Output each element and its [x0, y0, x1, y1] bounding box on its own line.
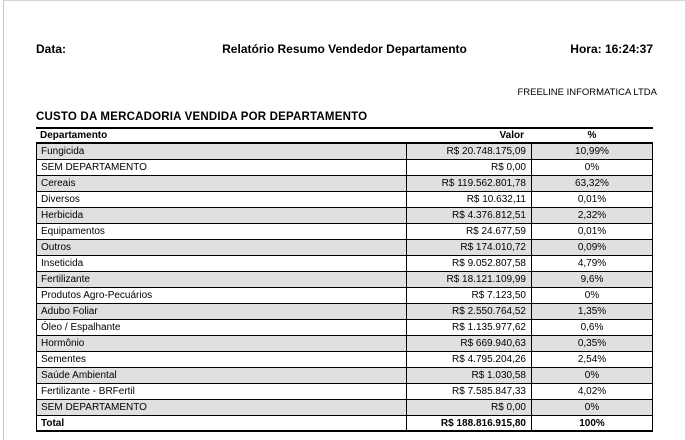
report-title: Relatório Resumo Vendedor Departamento	[222, 42, 467, 56]
table-total-row	[36, 416, 653, 432]
cell-valor: R$ 7.585.847,33	[407, 384, 532, 399]
cell-valor: R$ 1.030,58	[407, 368, 532, 383]
table-row	[36, 336, 653, 352]
cell-valor: R$ 10.632,11	[407, 192, 532, 207]
cell-percent: 0%	[584, 402, 600, 413]
cell-valor: R$ 9.052.807,58	[407, 256, 532, 271]
cell-departamento: Fertilizante	[37, 272, 407, 287]
cell-departamento: Inseticida	[37, 256, 407, 271]
table-body	[36, 144, 653, 432]
column-header-departamento: Departamento	[40, 130, 108, 141]
cell-valor: R$ 119.562.801,78	[407, 176, 532, 191]
cell-percent: 2,54%	[577, 354, 607, 365]
cell-departamento: Adubo Foliar	[37, 304, 407, 319]
cell-departamento: Sementes	[37, 352, 407, 367]
table-row	[36, 384, 653, 400]
cell-departamento: Outros	[37, 240, 407, 255]
cell-percent: 100%	[579, 417, 605, 429]
cell-departamento: Fungicida	[37, 144, 407, 159]
table-row	[36, 224, 653, 240]
cell-valor: R$ 7.123,50	[407, 288, 532, 303]
cell-valor: R$ 20.748.175,09	[407, 144, 532, 159]
cell-departamento: Hormônio	[37, 336, 407, 351]
cell-valor: R$ 174.010,72	[407, 240, 532, 255]
company-name: FREELINE INFORMATICA LTDA	[517, 87, 657, 98]
table-row	[36, 208, 653, 224]
cell-departamento: SEM DEPARTAMENTO	[37, 160, 407, 175]
table-row	[36, 240, 653, 256]
department-cost-table	[36, 127, 653, 432]
page-left-edge	[3, 0, 4, 440]
cell-departamento: Fertilizante - BRFertil	[37, 384, 407, 399]
page-top-edge	[3, 0, 685, 1]
cell-percent: 10,99%	[575, 146, 609, 157]
cell-percent: 2,32%	[577, 210, 607, 221]
cell-departamento: Diversos	[37, 192, 407, 207]
table-row	[36, 400, 653, 416]
cell-percent: 0%	[584, 162, 600, 173]
table-row	[36, 304, 653, 320]
cell-valor: R$ 1.135.977,62	[407, 320, 532, 335]
cell-percent: 9,6%	[580, 274, 604, 285]
cell-percent: 0,01%	[577, 194, 607, 205]
cell-valor: R$ 188.816.915,80	[407, 416, 532, 430]
table-row	[36, 144, 653, 160]
table-row	[36, 176, 653, 192]
column-header-percent: %	[587, 130, 597, 141]
section-title: CUSTO DA MERCADORIA VENDIDA POR DEPARTAMENTO	[36, 111, 368, 123]
cell-valor: R$ 2.550.764,52	[407, 304, 532, 319]
table-header-row	[36, 127, 653, 144]
cell-departamento: Saúde Ambiental	[37, 368, 407, 383]
cell-percent: 0%	[584, 370, 600, 381]
cell-departamento: Herbicida	[37, 208, 407, 223]
table-row	[36, 272, 653, 288]
table-row	[36, 160, 653, 176]
report-time-label: Hora: 16:24:37	[570, 42, 653, 56]
cell-valor: R$ 0,00	[407, 400, 532, 415]
cell-valor: R$ 18.121.109,99	[407, 272, 532, 287]
table-row	[36, 192, 653, 208]
table-row	[36, 320, 653, 336]
table-row	[36, 256, 653, 272]
cell-percent: 4,79%	[577, 258, 607, 269]
cell-percent: 1,35%	[577, 306, 607, 317]
cell-percent: 0%	[584, 290, 600, 301]
cell-valor: R$ 0,00	[407, 160, 532, 175]
cell-valor: R$ 24.677,59	[407, 224, 532, 239]
cell-percent: 0,6%	[580, 322, 604, 333]
cell-departamento: Produtos Agro-Pecuários	[37, 288, 407, 303]
cell-percent: 0,35%	[577, 338, 607, 349]
cell-departamento: Óleo / Espalhante	[37, 320, 407, 335]
cell-valor: R$ 4.795.204,26	[407, 352, 532, 367]
table-row	[36, 368, 653, 384]
cell-valor: R$ 4.376.812,51	[407, 208, 532, 223]
table-row	[36, 288, 653, 304]
cell-departamento: Equipamentos	[37, 224, 407, 239]
report-date-label: Data:	[36, 42, 67, 56]
cell-percent: 0,01%	[577, 226, 607, 237]
cell-valor: R$ 669.940,63	[407, 336, 532, 351]
cell-departamento: SEM DEPARTAMENTO	[37, 400, 407, 415]
table-row	[36, 352, 653, 368]
cell-percent: 63,32%	[575, 178, 609, 189]
cell-departamento: Total	[37, 416, 407, 430]
column-header-valor: Valor	[499, 130, 524, 141]
cell-departamento: Cereais	[37, 176, 407, 191]
cell-percent: 4,02%	[577, 386, 607, 397]
cell-percent: 0,09%	[577, 242, 607, 253]
